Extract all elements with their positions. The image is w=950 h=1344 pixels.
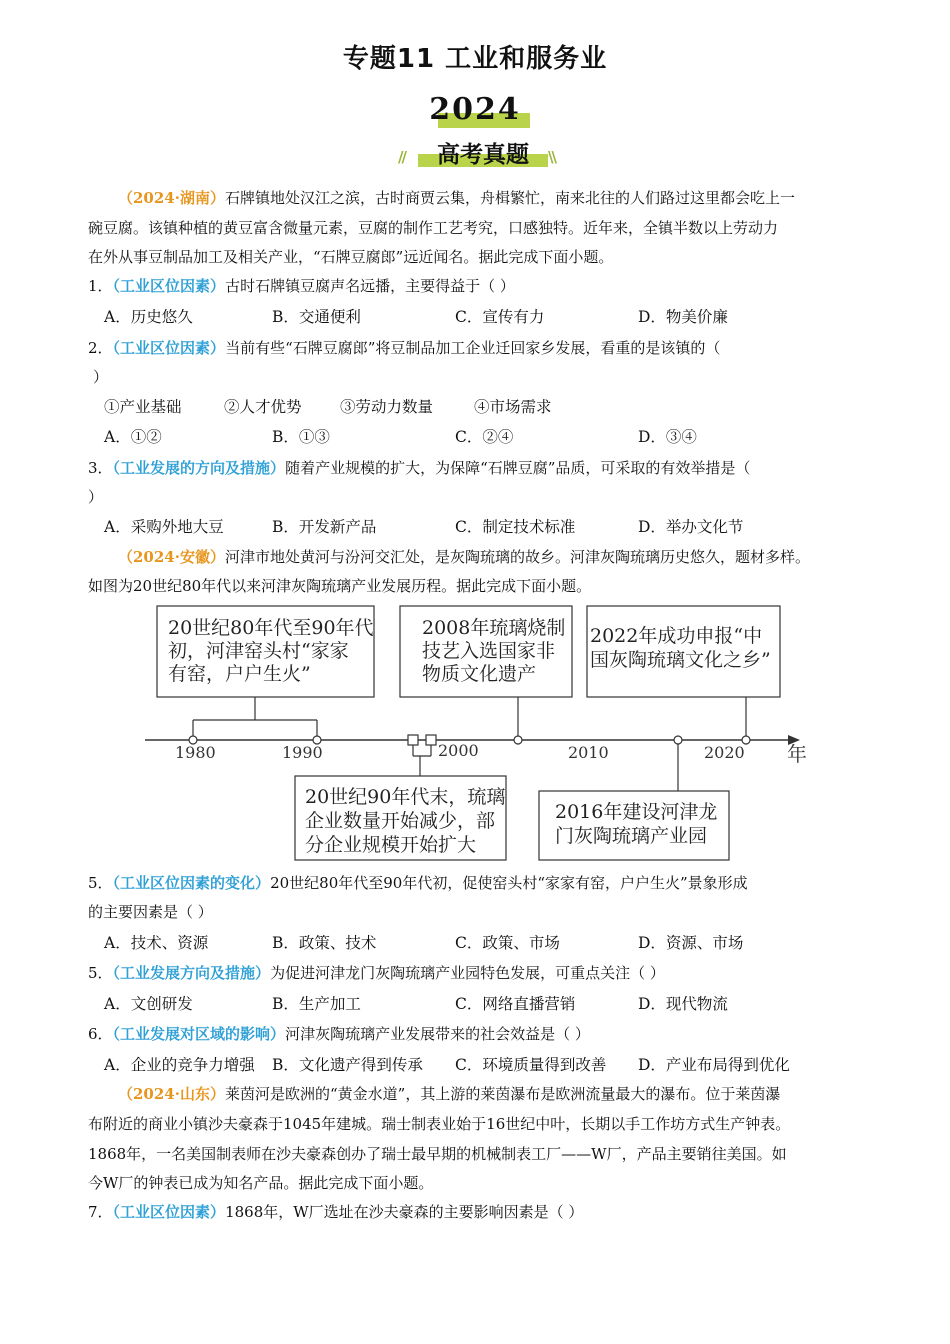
question-3: 3．（工业发展的方向及措施）随着产业规模的扩大，为保障“石牌豆腐”品质，可采取的有效举措是（ (88, 459, 751, 477)
question-tag: （工业区位因素） (112, 1203, 226, 1221)
question-tag: （工业区位因素的变化） (112, 874, 271, 892)
shandong-passage-line2: 布附近的商业小镇沙夫豪森于1045年建城。瑞士制表业始于16世纪中叶，长期以手工作坊方式生产钟表。 (88, 1115, 791, 1133)
q1-option-c[interactable]: C．宣传有力 (455, 308, 545, 326)
box1-line3: 有窑，户户生火” (168, 663, 311, 685)
q1-option-b[interactable]: B．交通便利 (272, 308, 361, 326)
question-1: 1．（工业区位因素）古时石牌镇豆腐声名远播，主要得益于（ ） (88, 277, 515, 295)
q5b-option-d[interactable]: D．现代物流 (638, 995, 728, 1013)
year-heading: 2024 (429, 92, 521, 127)
box5-line1: 2016年建设河津龙 (555, 801, 718, 823)
axis-unit: 年 (787, 742, 807, 766)
q6-option-d[interactable]: D．产业布局得到优化 (638, 1056, 790, 1074)
box4-line1: 20世纪90年代末，琉璃 (305, 786, 506, 808)
q3-option-b[interactable]: B．开发新产品 (272, 518, 377, 536)
shandong-passage-line1: （2024·山东）莱茵河是欧洲的“黄金水道”，其上游的莱茵瀑布是欧洲流量最大的瀑布。位于莱茵瀑 (118, 1085, 781, 1103)
question-7: 7．（工业区位因素）1868年，W厂选址在沙夫豪森的主要影响因素是（ ） (88, 1203, 584, 1221)
q2-option-a[interactable]: A．①② (104, 428, 162, 446)
box3-line2: 国灰陶琉璃文化之乡” (590, 649, 771, 671)
box1-line1: 20世纪80年代至90年代 (168, 617, 374, 639)
subtitle: 高考真题 (437, 142, 529, 168)
q5b-option-a[interactable]: A．文创研发 (104, 995, 193, 1013)
q5b-option-c[interactable]: C．网络直播营销 (455, 995, 576, 1013)
q2-item-3: ③劳动力数量 (340, 398, 434, 416)
hunan-passage-line2: 碗豆腐。该镇种植的黄豆富含微量元素，豆腐的制作工艺考究，口感独特。近年来，全镇半数以上劳动力 (88, 219, 779, 237)
source-tag: （2024·湖南） (118, 189, 225, 207)
q2-item-2: ②人才优势 (224, 398, 302, 416)
box4-line2: 企业数量开始减少，部 (305, 810, 496, 832)
question-5a-line2: 的主要因素是（ ） (88, 903, 213, 921)
q6-option-c[interactable]: C．环境质量得到改善 (455, 1056, 607, 1074)
question-tag: （工业区位因素） (112, 277, 226, 295)
question-2: 2．（工业区位因素）当前有些“石牌豆腐郎”将豆制品加工企业迁回家乡发展，看重的是该镇的（ (88, 339, 721, 357)
question-6: 6．（工业发展对区域的影响）河津灰陶琉璃产业发展带来的社会效益是（ ） (88, 1025, 590, 1043)
box4-line3: 分企业规模开始扩大 (305, 834, 477, 856)
question-tag: （工业发展的方向及措施） (112, 459, 286, 477)
box2-line2: 技艺入选国家非 (422, 640, 556, 662)
slash-decoration-right: \\ (548, 148, 555, 166)
question-2-end: ） (93, 368, 109, 386)
box5-line2: 门灰陶琉璃产业园 (555, 825, 708, 847)
q3-option-c[interactable]: C．制定技术标准 (455, 518, 576, 536)
q1-option-a[interactable]: A．历史悠久 (104, 308, 193, 326)
q2-option-d[interactable]: D．③④ (638, 428, 697, 446)
slash-decoration-left: // (398, 148, 405, 166)
tick-2010: 2010 (568, 743, 609, 762)
q3-option-a[interactable]: A．采购外地大豆 (104, 518, 224, 536)
question-tag: （工业发展对区域的影响） (112, 1025, 286, 1043)
question-tag: （工业发展方向及措施） (112, 964, 271, 982)
q6-option-b[interactable]: B．文化遗产得到传承 (272, 1056, 423, 1074)
marker-2008 (514, 736, 522, 744)
hunan-passage-line1: （2024·湖南）石牌镇地处汉江之滨，古时商贾云集，舟楫繁忙，南来北往的人们路过这里都会吃上一 (118, 189, 795, 207)
tick-1990: 1990 (282, 743, 323, 762)
shandong-passage-line4: 今W厂的钟表已成为知名产品。据此完成下面小题。 (88, 1174, 434, 1192)
question-tag: （工业区位因素） (112, 339, 226, 357)
question-3-end: ） (88, 488, 104, 506)
question-5b: 5．（工业发展方向及措施）为促进河津龙门灰陶琉璃产业园特色发展，可重点关注（ ） (88, 964, 665, 982)
anhui-passage-line2: 如图为20世纪80年代以来河津灰陶琉璃产业发展历程。据此完成下面小题。 (88, 577, 592, 595)
anhui-passage-line1: （2024·安徽）河津市地处黄河与汾河交汇处，是灰陶琉璃的故乡。河津灰陶琉璃历史悠久，题材多样。 (118, 548, 810, 566)
q6-option-a[interactable]: A．企业的竞争力增强 (104, 1056, 255, 1074)
box1-line2: 初，河津窑头村“家家 (168, 640, 349, 662)
q2-option-b[interactable]: B．①③ (272, 428, 330, 446)
question-5a: 5．（工业区位因素的变化）20世纪80年代至90年代初，促使窑头村“家家有窑，户户生火”景象形成 (88, 874, 748, 892)
box3-line1: 2022年成功申报“中 (590, 625, 763, 647)
q5a-option-d[interactable]: D．资源、市场 (638, 934, 744, 952)
q3-option-d[interactable]: D．举办文化节 (638, 518, 744, 536)
q2-option-c[interactable]: C．②④ (455, 428, 514, 446)
page-title: 专题11 工业和服务业 (342, 44, 608, 74)
source-tag: （2024·安徽） (118, 548, 225, 566)
box2-line3: 物质文化遗产 (422, 663, 537, 685)
tick-2000: 2000 (438, 741, 479, 760)
marker-2016 (674, 736, 682, 744)
shandong-passage-line3: 1868年，一名美国制表师在沙夫豪森创办了瑞士最早期的机械制表工厂——W厂，产品主要销往美国。如 (88, 1145, 787, 1163)
q5a-option-a[interactable]: A．技术、资源 (104, 934, 209, 952)
marker-late-1990s-a (408, 735, 418, 745)
tick-1980: 1980 (175, 743, 216, 762)
hunan-passage-line3: 在外从事豆制品加工及相关产业，“石牌豆腐郎”远近闻名。据此完成下面小题。 (88, 248, 614, 266)
tick-2020: 2020 (704, 743, 745, 762)
source-tag: （2024·山东） (118, 1085, 225, 1103)
q2-item-4: ④市场需求 (474, 398, 552, 416)
q5a-option-b[interactable]: B．政策、技术 (272, 934, 377, 952)
q5a-option-c[interactable]: C．政策、市场 (455, 934, 560, 952)
q2-item-1: ①产业基础 (104, 398, 182, 416)
marker-late-1990s-b (426, 735, 436, 745)
box2-line1: 2008年琉璃烧制 (422, 617, 566, 639)
q5b-option-b[interactable]: B．生产加工 (272, 995, 361, 1013)
q1-option-d[interactable]: D．物美价廉 (638, 308, 728, 326)
